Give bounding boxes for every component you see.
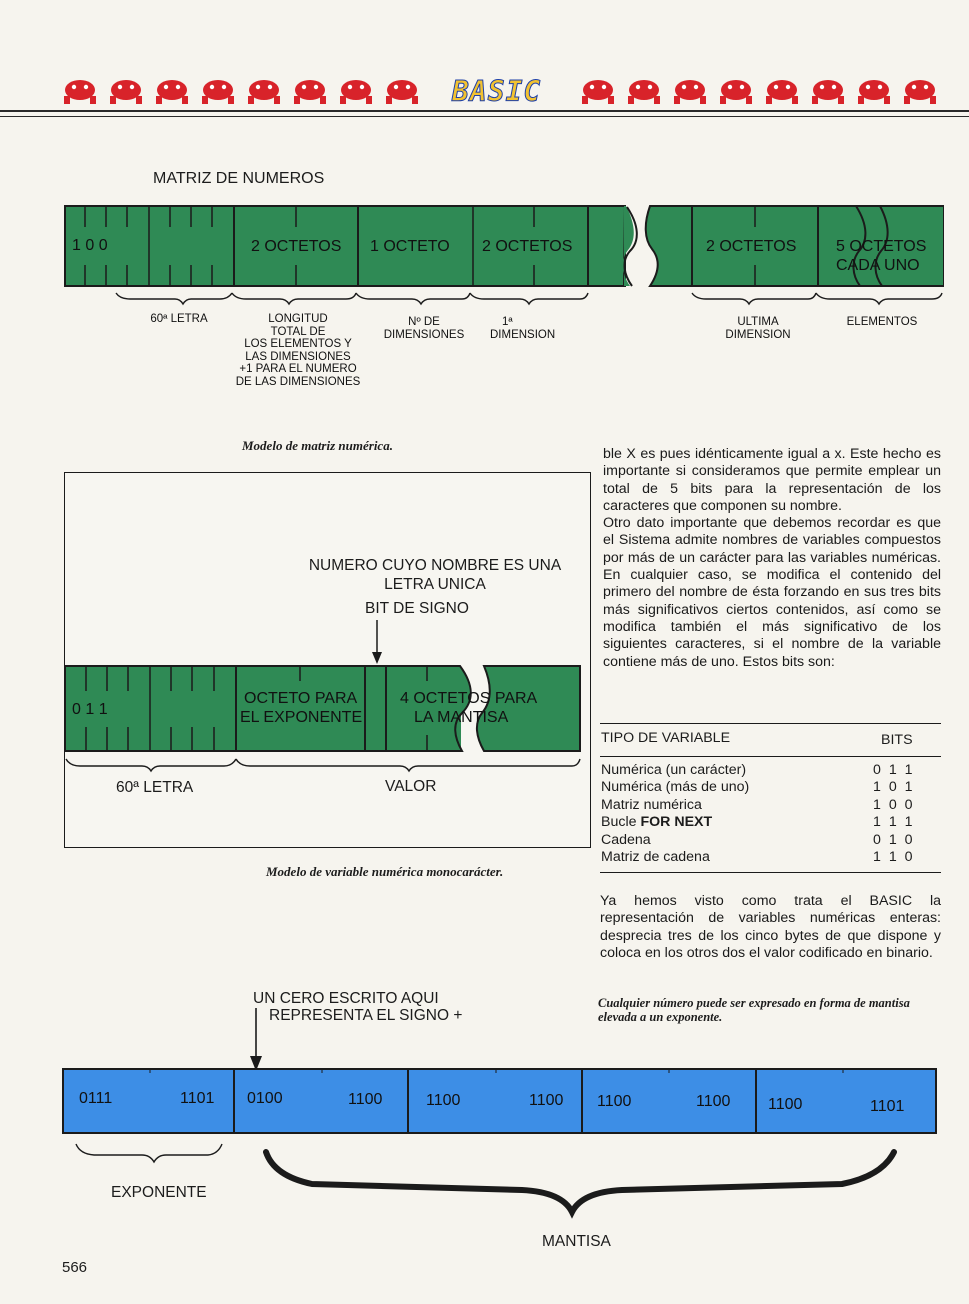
- diagram2-bar: [64, 665, 582, 753]
- table-row: Cadena 0 1 0: [601, 831, 915, 848]
- header-rule-thin: [0, 116, 969, 117]
- paragraph-2: Otro dato importante que debemos recordar es que el Sistema admite nombres de variables compuestos por más de un carácter para las variables numéricas. En cualquier caso, se modifica el contenido del primero del nombre de ésta forzando en sus tres bits más significativos ciertos contenidos, así como se modifica también el más significativo de los siguientes caracteres, si el nombre de la variable contiene más de uno. Estos bits son:: [603, 515, 941, 670]
- d2-cell-mant-b: LA MANTISA: [414, 709, 509, 726]
- d2-caption: Modelo de variable numérica monocarácter.: [266, 864, 504, 879]
- table-row: Matriz de cadena 1 1 0: [601, 848, 915, 865]
- d1-cell-longitud: 2 OCTETOS: [251, 238, 342, 255]
- d3-annotation: UN CERO ESCRITO AQUI REPRESENTA EL SIGNO +: [253, 990, 463, 1024]
- d1-label-letra: 60ª LETRA: [150, 313, 208, 325]
- paragraph-1: ble X es pues idénticamente igual a x. Este hecho es importante si consideramos que permite emplear un total de 5 bits para la representación de los caracteres que componen su nombre.: [603, 446, 941, 514]
- diagram2-braces: [64, 756, 584, 778]
- d2-label-valor: VALOR: [385, 778, 437, 795]
- d2-arrow-icon: [370, 620, 384, 666]
- d2-heading: NUMERO CUYO NOMBRE ES UNA LETRA UNICA: [308, 557, 562, 593]
- header-band: [0, 70, 969, 110]
- d1-label-longitud: LONGITUD TOTAL DE LOS ELEMENTOS Y LAS DIMENSIONES +1 PARA EL NUMERO DE LAS DIMENSIONES: [235, 313, 361, 388]
- d3-label-exponente: EXPONENTE: [111, 1184, 207, 1201]
- d2-cell-mant-a: 4 OCTETOS PARA: [400, 690, 538, 707]
- table-row: Numérica (más de uno) 1 0 1: [601, 779, 915, 796]
- d1-cell-letra: 1 0 0: [72, 237, 108, 254]
- d2-bit-label: BIT DE SIGNO: [365, 600, 469, 617]
- d2-cell-letra: 0 1 1: [72, 701, 108, 718]
- article-column-2: [600, 893, 941, 962]
- d3-cell-2b: 1100: [529, 1092, 564, 1109]
- d1-caption: Modelo de matriz numérica.: [242, 438, 393, 453]
- d3-cell-2a: 1100: [426, 1092, 461, 1109]
- diagram1-braces: [60, 290, 950, 310]
- d3-label-mantisa: MANTISA: [542, 1233, 611, 1250]
- table-body: [600, 757, 941, 866]
- d3-cell-4a: 1100: [768, 1096, 803, 1113]
- d3-cell-3a: 1100: [597, 1093, 632, 1110]
- page-number: 566: [62, 1259, 88, 1276]
- table-row: Bucle FOR NEXT 1 1 1: [601, 814, 915, 831]
- d1-cell-elementos-a: 5 OCTETOS: [836, 238, 927, 255]
- diagram1-bar: [64, 205, 944, 288]
- d3-arrow-icon: [247, 1008, 265, 1072]
- article-caption: Cualquier número puede ser expresado en forma de mantisa elevada a un exponente.: [598, 996, 910, 1024]
- d1-cell-num-dim: 1 OCTETO: [370, 238, 450, 255]
- table-header-tipo: TIPO DE VARIABLE: [601, 730, 731, 746]
- d3-cell-1b: 1100: [348, 1091, 383, 1108]
- table-header: [600, 724, 941, 756]
- basic-logo: BASIC: [452, 75, 542, 108]
- table-header-bits: BITS: [881, 732, 913, 748]
- table-rule-bottom: [600, 872, 941, 873]
- d2-cell-exp-a: OCTETO PARA: [244, 690, 358, 707]
- d2-cell-exp-b: EL EXPONENTE: [240, 709, 363, 726]
- paragraph-3: Ya hemos visto como trata el BASIC la representación de variables numéricas enteras: desprecia tres de los cinco bytes de que dispone y coloca en los otros dos el valor codificado en binario.: [600, 893, 941, 961]
- d3-cell-3b: 1100: [696, 1093, 731, 1110]
- d1-label-num-dim: Nº DE DIMENSIONES: [383, 316, 465, 341]
- table-row: Numérica (un carácter) 0 1 1: [601, 762, 915, 778]
- d3-cell-0b: 1101: [180, 1090, 215, 1107]
- d1-label-primera: 1ª DIMENSION: [490, 316, 556, 341]
- d1-cell-primera: 2 OCTETOS: [482, 238, 573, 255]
- article-column: [603, 446, 941, 671]
- diagram1-title: MATRIZ DE NUMEROS: [153, 170, 325, 187]
- d1-label-ultima: ULTIMA DIMENSION: [725, 316, 791, 341]
- d1-cell-ultima: 2 OCTETOS: [706, 238, 797, 255]
- diagram3-bar: [62, 1068, 939, 1136]
- d3-cell-0a: 0111: [79, 1090, 113, 1107]
- d1-cell-elementos-b: CADA UNO: [836, 257, 920, 274]
- d3-cell-4b: 1101: [870, 1098, 905, 1115]
- table-row: Matriz numérica 1 0 0: [601, 796, 915, 813]
- d3-cell-1a: 0100: [247, 1090, 283, 1107]
- bits-table: [600, 723, 941, 873]
- d1-label-elementos: ELEMENTOS: [846, 316, 918, 328]
- d2-label-letra: 60ª LETRA: [116, 779, 194, 796]
- header-rule: [0, 110, 969, 112]
